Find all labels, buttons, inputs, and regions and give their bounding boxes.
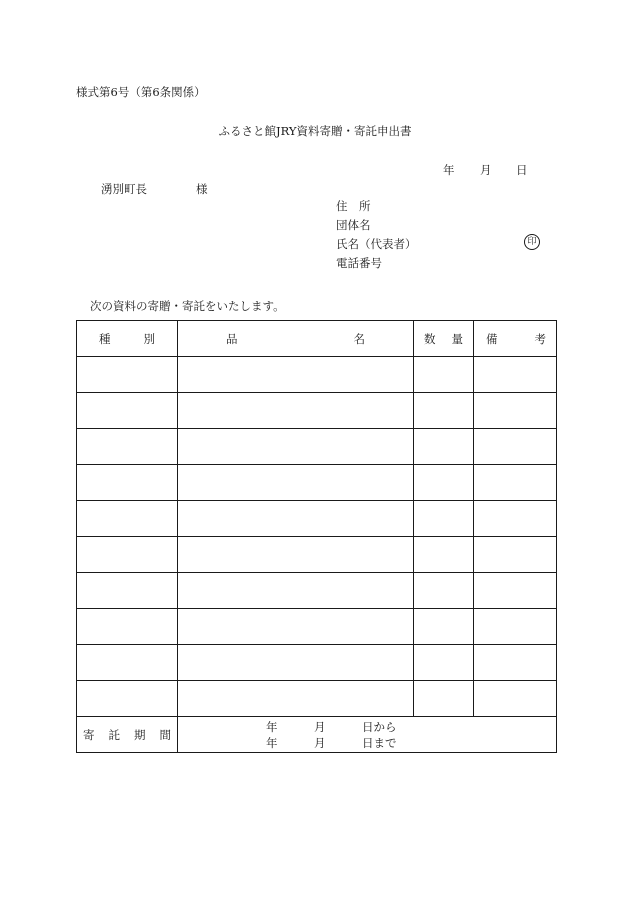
table-header-row: [77, 321, 557, 357]
cell-kind[interactable]: [77, 681, 178, 717]
cell-remarks[interactable]: [474, 573, 557, 609]
cell-kind[interactable]: [77, 537, 178, 573]
cell-remarks[interactable]: [474, 609, 557, 645]
cell-item-name[interactable]: [178, 609, 414, 645]
cell-kind[interactable]: [77, 465, 178, 501]
header-quantity: 数 量: [414, 321, 474, 357]
cell-quantity[interactable]: [414, 501, 474, 537]
table-row: [77, 537, 557, 573]
cell-kind[interactable]: [77, 609, 178, 645]
cell-item-name[interactable]: [178, 501, 414, 537]
cell-item-name[interactable]: [178, 465, 414, 501]
date-month-label: 月: [480, 163, 492, 177]
cell-quantity[interactable]: [414, 429, 474, 465]
honorific: 様: [196, 182, 208, 196]
period-to-day: 日まで: [362, 736, 397, 750]
cell-remarks[interactable]: [474, 429, 557, 465]
intro-text: 次の資料の寄贈・寄託をいたします。: [90, 299, 285, 313]
cell-quantity[interactable]: [414, 609, 474, 645]
date-day-label: 日: [516, 163, 528, 177]
table-row: [77, 645, 557, 681]
cell-kind[interactable]: [77, 573, 178, 609]
cell-remarks[interactable]: [474, 357, 557, 393]
cell-item-name[interactable]: [178, 393, 414, 429]
cell-quantity[interactable]: [414, 645, 474, 681]
cell-quantity[interactable]: [414, 573, 474, 609]
cell-remarks[interactable]: [474, 501, 557, 537]
cell-quantity[interactable]: [414, 681, 474, 717]
table-row: [77, 573, 557, 609]
seal-mark: 印: [524, 234, 540, 250]
cell-item-name[interactable]: [178, 429, 414, 465]
form-number: 様式第6号（第6条関係）: [76, 85, 206, 99]
cell-quantity[interactable]: [414, 465, 474, 501]
form-title: ふるさと館JRY資料寄贈・寄託申出書: [218, 124, 412, 138]
address-label: 住 所: [336, 199, 371, 213]
period-from-month: 月: [314, 720, 326, 734]
cell-item-name[interactable]: [178, 573, 414, 609]
addressee: 湧別町長: [101, 182, 147, 196]
donation-items-table: [76, 320, 557, 753]
period-from-day: 日から: [362, 720, 397, 734]
table-row: [77, 609, 557, 645]
cell-quantity[interactable]: [414, 393, 474, 429]
date-year-label: 年: [443, 163, 455, 177]
cell-quantity[interactable]: [414, 357, 474, 393]
table-row: [77, 357, 557, 393]
cell-quantity[interactable]: [414, 537, 474, 573]
cell-remarks[interactable]: [474, 393, 557, 429]
cell-remarks[interactable]: [474, 681, 557, 717]
table-row: [77, 429, 557, 465]
cell-kind[interactable]: [77, 429, 178, 465]
phone-label: 電話番号: [336, 256, 382, 270]
custody-period-dates[interactable]: [178, 717, 557, 753]
cell-remarks[interactable]: [474, 537, 557, 573]
cell-kind[interactable]: [77, 357, 178, 393]
table-row: [77, 393, 557, 429]
cell-remarks[interactable]: [474, 645, 557, 681]
table-row: [77, 501, 557, 537]
header-kind: 種 別: [77, 321, 178, 357]
cell-kind[interactable]: [77, 645, 178, 681]
cell-kind[interactable]: [77, 501, 178, 537]
period-from-year: 年: [266, 720, 278, 734]
representative-name-label: 氏名（代表者）: [336, 237, 417, 251]
group-name-label: 団体名: [336, 218, 371, 232]
cell-item-name[interactable]: [178, 357, 414, 393]
header-item-name: 品 名: [178, 321, 414, 357]
custody-period-row: [77, 717, 557, 753]
period-to-month: 月: [314, 736, 326, 750]
cell-item-name[interactable]: [178, 537, 414, 573]
cell-kind[interactable]: [77, 393, 178, 429]
table-row: [77, 465, 557, 501]
table-row: [77, 681, 557, 717]
header-remarks: 備 考: [474, 321, 557, 357]
custody-period-label: 寄 託 期 間: [77, 717, 178, 753]
cell-item-name[interactable]: [178, 645, 414, 681]
cell-item-name[interactable]: [178, 681, 414, 717]
cell-remarks[interactable]: [474, 465, 557, 501]
period-to-year: 年: [266, 736, 278, 750]
